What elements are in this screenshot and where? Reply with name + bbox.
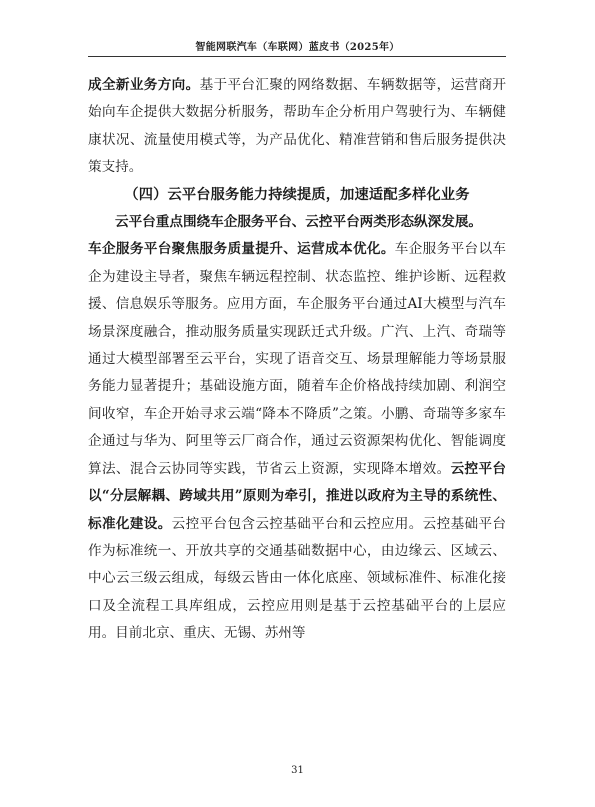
running-header: 智能网联汽车（车联网）蓝皮书（2025年）: [195, 42, 400, 53]
bold-lead-text: 车企服务平台聚焦服务质量提升、运营成本优化。: [88, 241, 395, 258]
section-heading: （四）云平台服务能力持续提质，加速适配多样化业务: [124, 186, 470, 203]
header-divider: [88, 56, 506, 57]
bold-lead-text: 云控平台以“分层解耦、跨域共用”原则为牵引，推进以政府为主导的系统性、标准化建设。: [88, 460, 507, 532]
page-number: 31: [291, 765, 304, 776]
bold-summary-text: 云平台重点围绕车企服务平台、云控平台两类形态纵深发展。: [115, 214, 483, 231]
paragraph-text: 云控平台包含云控基础平台和云控应用。云控基础平台作为标准统一、开放共享的交通基础数据中心，由边缘云、区域云、中心云三级云组成，每级云皆由一体化底座、领域标准件、标准化接口及全流程工具库组成，云控应用则是基于云控基础平台的上层应用。目前北京、重庆、无锡、苏州等: [88, 515, 506, 642]
paragraph-summary: [88, 209, 506, 236]
paragraph-text: 基于平台汇聚的网络数据、车辆数据等，运营商开始向车企提供大数据分析服务，帮助车企分析用户驾驶行为、车辆健康状况、流量使用模式等，为产品优化、精准营销和售后服务提供决策支持。: [88, 77, 507, 176]
paragraph-text: 车企服务平台以车企为建设主导者，聚焦车辆远程控制、状态监控、维护诊断、远程救援、信息娱乐等服务。应用方面，车企服务平台通过AI大模型与汽车场景深度融合，推动服务质量实现跃迁式升级。广汽、上汽、奇瑞等通过大模型部署至云平台，实现了语音交互、场景理解能力等场景服务能力显著提升；基础设施方面，随着车企价格战持续加剧、利润空间收窄，车企开始寻求云端“降本不降质”之策。小鹏、奇瑞等多家车企通过与华为、阿里等云厂商合作，通过云资源架构优化、智能调度算法、混合云协同等实践，节省云上资源，实现降本增效。: [88, 241, 507, 477]
page-body: [88, 72, 506, 648]
bold-lead-text: 成全新业务方向。: [88, 77, 200, 93]
paragraph-platforms: [88, 236, 506, 647]
paragraph-continuation: [88, 72, 506, 182]
